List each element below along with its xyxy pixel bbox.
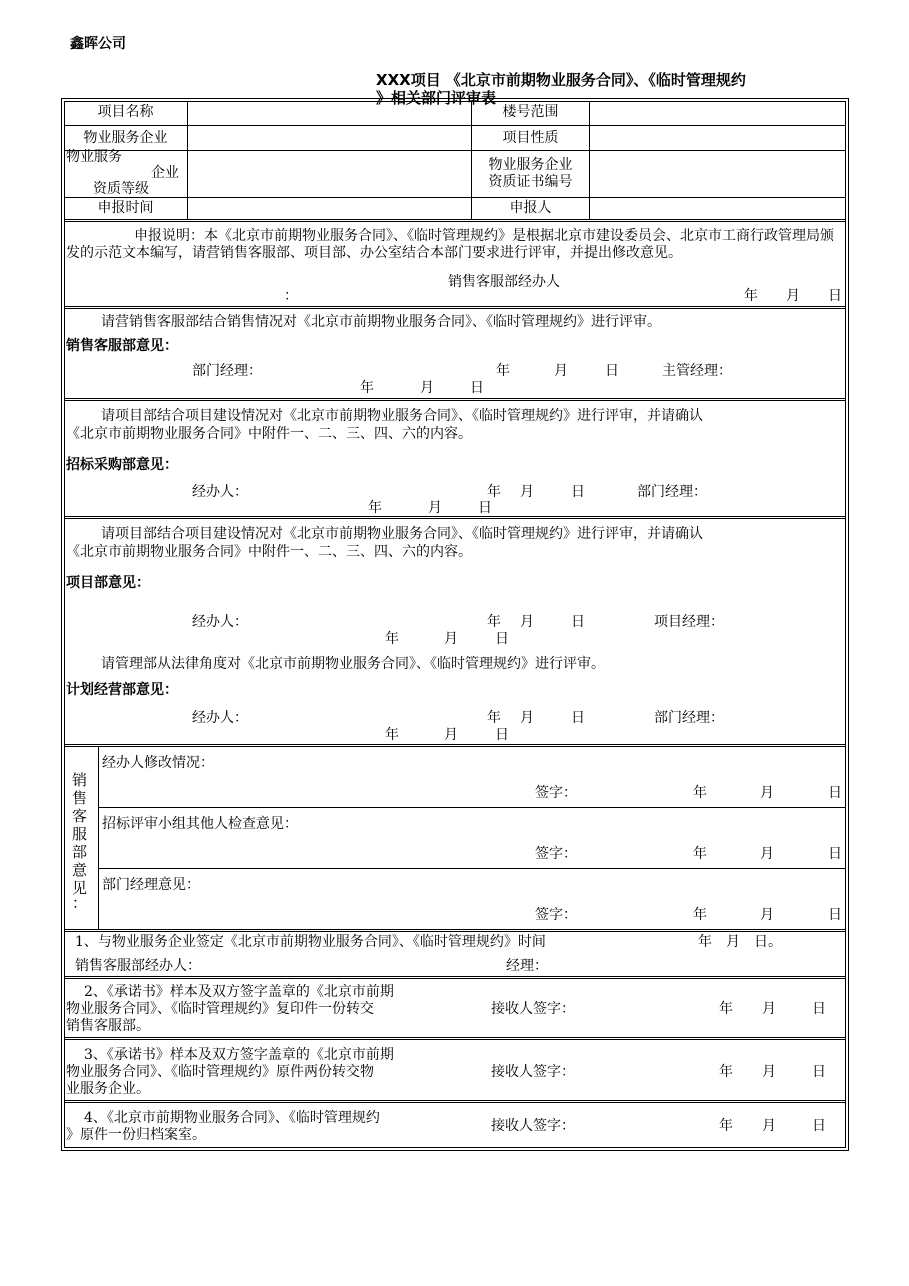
applicant-field[interactable] [590,199,845,219]
sales-day-1: 日 [605,363,619,379]
step-3-receiver: 接收人签字： [491,1064,575,1080]
purchase-month-2: 月 [428,500,442,516]
final-row-manager-sign: 签字： [535,907,577,923]
final-row-handler-month: 月 [760,785,774,801]
purchase-request-1: 请项目部结合项目建设情况对《北京市前期物业服务合同》、《临时管理规约》进行评审，并请确认 [101,408,703,424]
project-request-2: 《北京市前期物业服务合同》中附件一、二、三、四、六的内容。 [66,544,472,560]
final-row-panel-month: 月 [760,846,774,862]
planning-day-2: 日 [495,727,509,743]
project-name-field[interactable] [188,102,471,125]
project-year-1: 年 [487,614,501,630]
label-project-name: 项目名称 [97,104,154,120]
final-row-handler-label: 经办人修改情况： [102,755,214,771]
project-year-2: 年 [385,631,399,647]
step-3-line-3: 业服务企业。 [66,1081,150,1097]
company-name: 鑫晖公司 [70,36,126,52]
final-row-manager-year: 年 [693,907,707,923]
label-project-nature: 项目性质 [502,130,559,146]
purchase-month-1: 月 [520,484,534,500]
purchase-heading: 招标采购部意见： [66,457,178,473]
step-4-year: 年 [719,1118,733,1134]
project-manager-label: 项目经理： [654,614,724,630]
step-2-line-2: 物业服务合同》、《临时管理规约》复印件一份转交 [66,1001,374,1017]
purchase-handler-label: 经办人： [192,484,248,500]
project-day-1: 日 [571,614,585,630]
label-cert-number-2: 资质证书编号 [488,174,573,190]
label-building-range: 楼号范围 [502,104,559,120]
project-heading: 项目部意见： [66,575,150,591]
final-row-handler-year: 年 [693,785,707,801]
sales-month-1: 月 [554,363,568,379]
step-3-day: 日 [812,1064,826,1080]
sales-heading: 销售客服部意见： [66,338,178,354]
final-row-handler-sign: 签字： [535,785,577,801]
step-1-manager: 经理： [506,958,548,974]
step-4-day: 日 [812,1118,826,1134]
label-applicant: 申报人 [509,200,552,216]
step-1-date: 年 月 日。 [698,934,782,950]
step-3-month: 月 [762,1064,776,1080]
step-4-month: 月 [762,1118,776,1134]
step-4-receiver: 接收人签字： [491,1118,575,1134]
step-1-text: 1、与物业服务企业签定《北京市前期物业服务合同》、《临时管理规约》时间 [75,934,546,950]
final-row-panel-label: 招标评审小组其他人检查意见： [102,816,298,832]
step-2-day: 日 [812,1001,826,1017]
sales-year-2: 年 [360,380,374,396]
step-3-line-1: 3、《承诺书》样本及双方签字盖章的《北京市前期 [84,1047,394,1063]
label-cert-number: 物业服务企业 [488,157,573,173]
project-handler-label: 经办人： [192,614,248,630]
form-title-line2: 》相关部门评审表 [376,89,497,107]
declaration-day: 日 [828,288,842,304]
planning-manager-label: 部门经理： [654,710,724,726]
final-row-manager-month: 月 [760,907,774,923]
declaration-text: 申报说明：本《北京市前期物业服务合同》、《临时管理规约》是根据北京市建设委员会、北京市工商行政管理局颁发的示范文本编写，请营销售客服部、项目部、办公室结合本部门要求进行评审，并提出修改意见。 [66,228,834,261]
sales-chief-label: 主管经理： [662,363,732,379]
step-2-line-1: 2、《承诺书》样本及双方签字盖章的《北京市前期 [84,984,394,1000]
final-row-panel-year: 年 [693,846,707,862]
sales-year-1: 年 [496,363,510,379]
label-qualification-level: 物业服务 [66,149,122,165]
planning-year-1: 年 [487,710,501,726]
purchase-year-1: 年 [487,484,501,500]
planning-month-2: 月 [444,727,458,743]
sales-month-2: 月 [420,380,434,396]
sales-manager-label: 部门经理： [192,363,262,379]
final-row-panel-day: 日 [828,846,842,862]
cert-number-field[interactable] [590,152,845,197]
final-row-manager-day: 日 [828,907,842,923]
building-range-field[interactable] [590,102,845,125]
planning-request: 请管理部从法律角度对《北京市前期物业服务合同》、《临时管理规约》进行评审。 [101,656,605,672]
final-row-manager-label: 部门经理意见： [102,877,200,893]
step-1-handler: 销售客服部经办人： [75,958,201,974]
apply-time-field[interactable] [188,199,471,219]
step-4-line-1: 4、《北京市前期物业服务合同》、《临时管理规约 [84,1110,380,1126]
purchase-manager-label: 部门经理： [637,484,707,500]
sales-request: 请营销售客服部结合销售情况对《北京市前期物业服务合同》、《临时管理规约》进行评审。 [101,314,661,330]
form-title-line1: XXX项目 《北京市前期物业服务合同》、《临时管理规约 [376,71,746,89]
final-row-panel-sign: 签字： [535,846,577,862]
sales-day-2: 日 [470,380,484,396]
step-2-line-3: 销售客服部。 [66,1018,150,1034]
label-apply-time: 申报时间 [97,200,154,216]
step-3-year: 年 [719,1064,733,1080]
service-company-field[interactable] [188,127,471,150]
project-day-2: 日 [495,631,509,647]
label-qualification-level-2: 企业 [151,165,179,181]
project-month-2: 月 [444,631,458,647]
qualification-level-field[interactable] [188,152,471,197]
project-nature-field[interactable] [590,127,845,150]
step-3-line-2: 物业服务合同》、《临时管理规约》原件两份转交物 [66,1064,374,1080]
purchase-year-2: 年 [368,500,382,516]
planning-year-2: 年 [385,727,399,743]
step-2-receiver: 接收人签字： [491,1001,575,1017]
declaration-colon: ： [284,288,298,304]
declaration-year: 年 [744,288,758,304]
step-4-line-2: 》原件一份归档案室。 [66,1127,206,1143]
step-2-month: 月 [762,1001,776,1017]
sales-final-side-label: 销 售 客 服 部 意 见 ： [72,771,88,912]
purchase-day-2: 日 [478,500,492,516]
project-request-1: 请项目部结合项目建设情况对《北京市前期物业服务合同》、《临时管理规约》进行评审，并请确认 [101,526,703,542]
planning-handler-label: 经办人： [192,710,248,726]
label-service-company: 物业服务企业 [83,130,168,146]
final-row-handler-day: 日 [828,785,842,801]
declaration-month: 月 [786,288,800,304]
step-2-year: 年 [719,1001,733,1017]
planning-heading: 计划经营部意见： [66,682,178,698]
planning-day-1: 日 [571,710,585,726]
purchase-request-2: 《北京市前期物业服务合同》中附件一、二、三、四、六的内容。 [66,426,472,442]
declaration-cut-text: 销售客服部经办人 [448,274,560,290]
purchase-day-1: 日 [571,484,585,500]
project-month-1: 月 [520,614,534,630]
label-qualification-level-3: 资质等级 [93,181,149,197]
planning-month-1: 月 [520,710,534,726]
